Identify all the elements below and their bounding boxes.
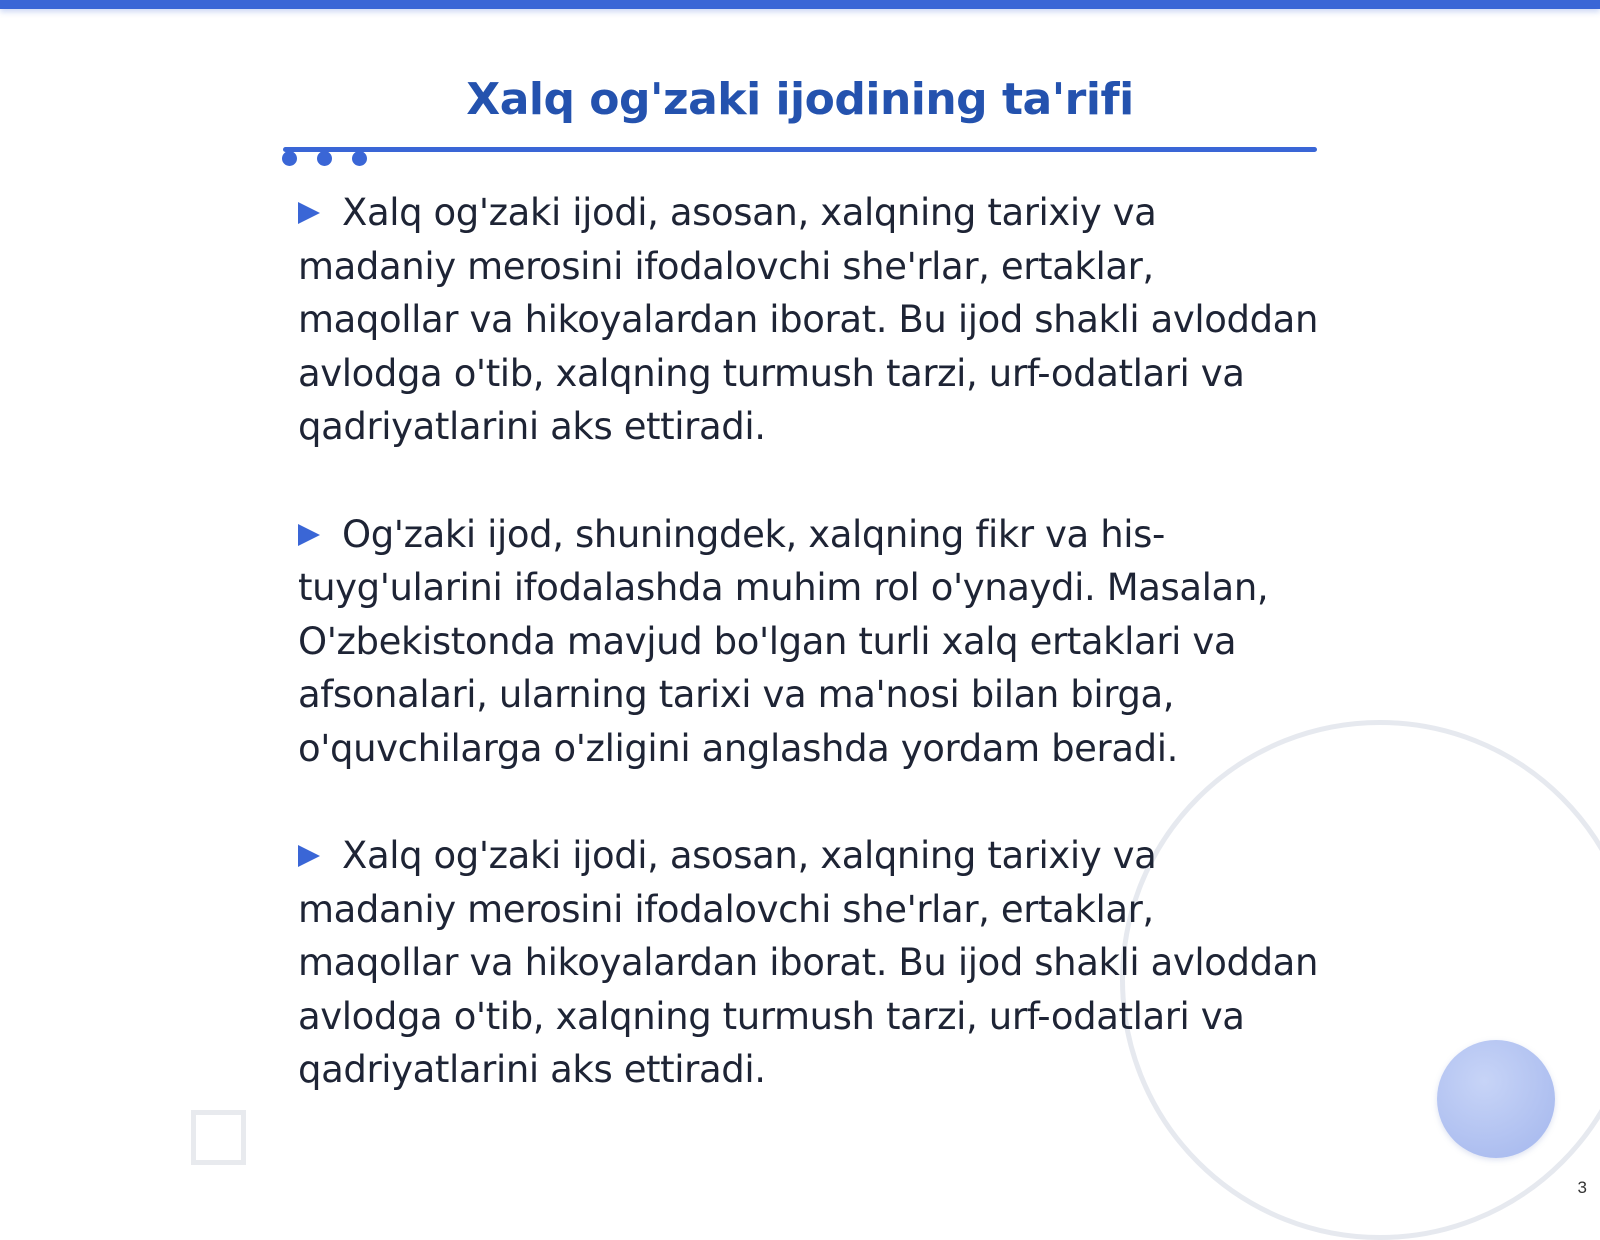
bullet-item	[298, 829, 1318, 1097]
bullet-text: Xalq og'zaki ijodi, asosan, xalqning tarixiy va madaniy merosini ifodalovchi she'rlar, ertaklar, maqollar va hikoyalardan iborat. Bu ijod shakli avloddan avlodga o'tib, xalqning turmush tarzi, urf-odatlari va qadriyatlarini aks ettiradi.	[298, 834, 1318, 1091]
decorative-circle	[1437, 1040, 1555, 1158]
underline-dot	[352, 151, 367, 166]
page-number: 3	[1577, 1178, 1587, 1197]
bullet-list	[298, 186, 1318, 1151]
bullet-text: Og'zaki ijod, shuningdek, xalqning fikr va his-tuyg'ularini ifodalashda muhim rol o'ynaydi. Masalan, O'zbekistonda mavjud bo'lgan turli xalq ertaklari va afsonalari, ularning tarixi va ma'nosi bilan birga, o'quvchilarga o'zligini anglashda yordam beradi.	[298, 512, 1269, 770]
triangle-right-icon	[298, 202, 320, 224]
triangle-right-icon	[298, 524, 320, 546]
title-underline	[283, 147, 1317, 152]
triangle-right-icon	[298, 845, 320, 867]
underline-dot	[317, 151, 332, 166]
underline-dot	[282, 151, 297, 166]
top-accent-bar	[0, 0, 1600, 9]
decorative-square	[191, 1110, 246, 1165]
bullet-item	[298, 508, 1318, 776]
bullet-item	[298, 186, 1318, 454]
bullet-text: Xalq og'zaki ijodi, asosan, xalqning tarixiy va madaniy merosini ifodalovchi she'rlar, ertaklar, maqollar va hikoyalardan iborat. Bu ijod shakli avloddan avlodga o'tib, xalqning turmush tarzi, urf-odatlari va qadriyatlarini aks ettiradi.	[298, 191, 1318, 448]
slide-title: Xalq og'zaki ijodining ta'rifi	[466, 74, 1134, 125]
